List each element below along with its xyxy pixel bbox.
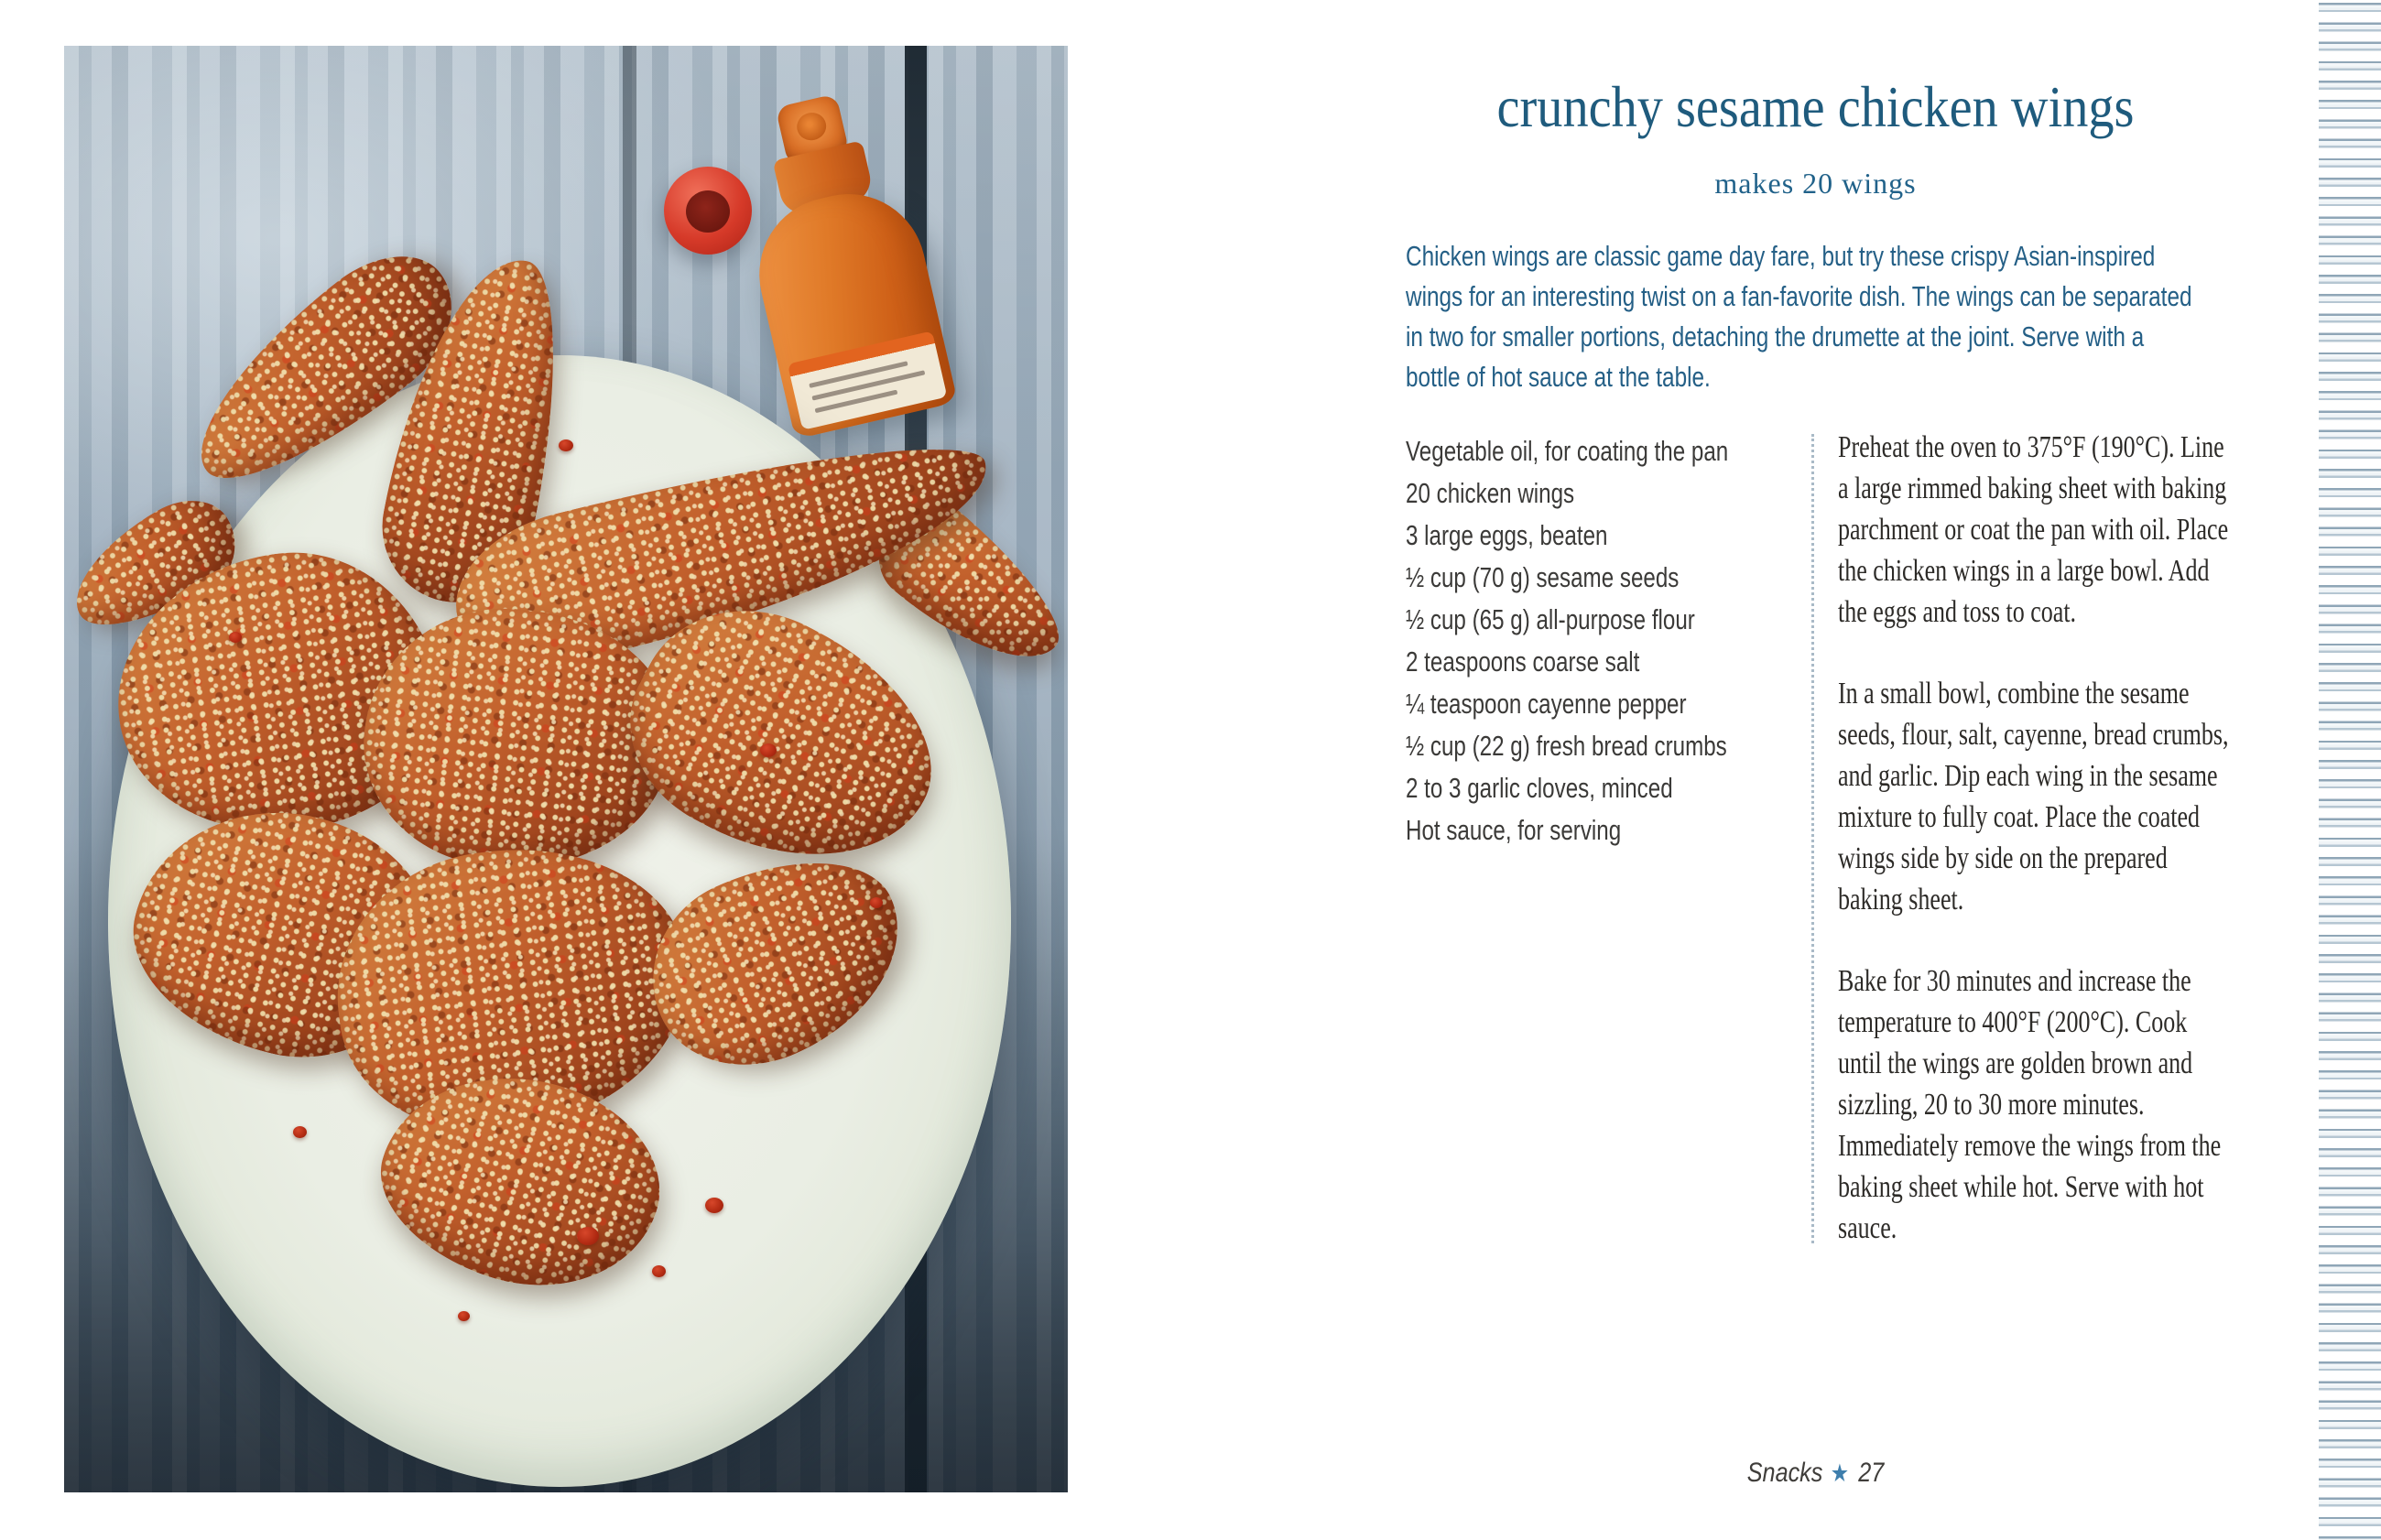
ingredient-list bbox=[1406, 430, 1810, 851]
ingredient-item: ½ cup (65 g) all-purpose flour bbox=[1406, 603, 1695, 635]
sauce-drip bbox=[559, 439, 573, 451]
ingredient-item: Vegetable oil, for coating the pan bbox=[1406, 435, 1729, 467]
sauce-drip bbox=[652, 1265, 666, 1277]
label-text-line bbox=[809, 361, 908, 388]
sauce-drip bbox=[458, 1311, 470, 1321]
recipe-yield: makes 20 wings bbox=[1714, 167, 1917, 200]
section-name: Snacks bbox=[1746, 1458, 1823, 1488]
instruction-step: Bake for 30 minutes and increase the temperature to 400°F (200°C). Cook until the wings are golden brown and sizzling, 20 to 30 more minutes. Immediately remove the wings from the baking sheet while hot. Serve with hot sauce. bbox=[1838, 964, 2222, 1245]
recipe-intro: Chicken wings are classic game day fare, but try these crispy Asian-inspired wings for an interesting twist on a fan-favorite dish. The wings can be separated in two for smaller portions, detaching the drumette at the joint. Serve with a bottle of hot sauce at the table. bbox=[1406, 240, 2192, 393]
ingredient-item: 3 large eggs, beaten bbox=[1406, 519, 1608, 551]
sauce-drip bbox=[870, 897, 883, 908]
page-number: 27 bbox=[1858, 1458, 1885, 1488]
recipe-title: crunchy sesame chicken wings bbox=[1496, 74, 2135, 139]
ingredient-item: ½ cup (70 g) sesame seeds bbox=[1406, 561, 1680, 593]
instruction-list bbox=[1838, 427, 2232, 1289]
instruction-step: Preheat the oven to 375°F (190°C). Line a large rimmed baking sheet with baking parchment or coat the pan with oil. Place the chicken wings in a large bowl. Add the eggs and toss to coat. bbox=[1838, 430, 2229, 629]
recipe-page bbox=[1406, 0, 2229, 1540]
ingredient-item: ¼ teaspoon cayenne pepper bbox=[1406, 688, 1687, 720]
ingredient-item: 2 teaspoons coarse salt bbox=[1406, 645, 1640, 678]
sauce-drip bbox=[229, 632, 242, 643]
star-icon: ★ bbox=[1830, 1459, 1850, 1487]
sauce-drip bbox=[760, 743, 777, 757]
book-page-edge-stripes bbox=[2319, 0, 2381, 1540]
sauce-drip bbox=[705, 1198, 723, 1213]
ingredient-item: 20 chicken wings bbox=[1406, 477, 1575, 509]
sauce-drip bbox=[293, 1126, 307, 1138]
ingredient-item: 2 to 3 garlic cloves, minced bbox=[1406, 772, 1673, 804]
recipe-photo bbox=[64, 46, 1068, 1492]
instruction-step: In a small bowl, combine the sesame seeds, flour, salt, cayenne, bread crumbs, and garlic. Dip each wing in the sesame mixture to fully coat. Place the coated wings side by side on the prepared baking sheet. bbox=[1838, 677, 2229, 916]
page-folio bbox=[1472, 1458, 2160, 1489]
sauce-drip bbox=[577, 1227, 599, 1245]
column-divider bbox=[1811, 434, 1814, 1243]
ingredient-item: Hot sauce, for serving bbox=[1406, 814, 1622, 846]
hot-sauce-cap-inner bbox=[686, 190, 730, 233]
ingredient-item: ½ cup (22 g) fresh bread crumbs bbox=[1406, 730, 1727, 762]
